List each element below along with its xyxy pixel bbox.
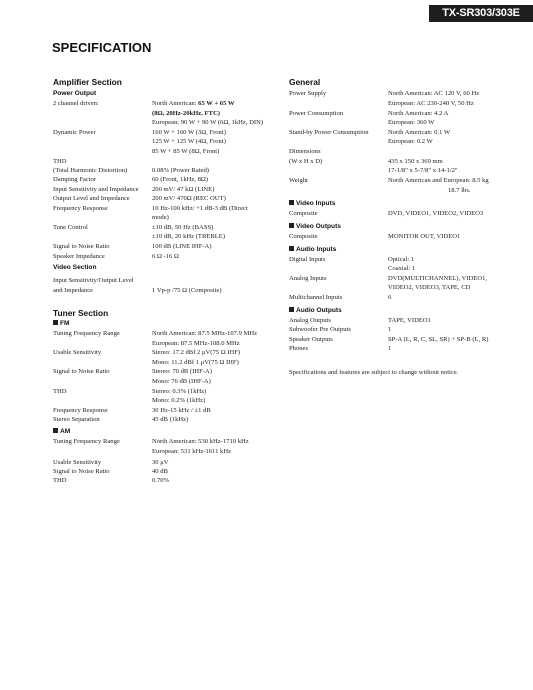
spec-label: Input Sensitivity/Output Level [53,277,134,284]
spec-value: mode) [152,214,169,221]
spec-label: Weight [289,177,308,184]
spec-value: TAPE, VIDEO1 [388,317,431,324]
spec-value: 100 dB (LINE IHF-A) [152,243,212,250]
video-outputs-subheading: Video Outputs [289,223,341,231]
spec-value: 10 Hz-100 kHz/ +1 dB-3 dB (Direct [152,205,248,212]
spec-label: Signal to Noise Ratio [53,368,110,375]
spec-label: Usable Sensitivity [53,459,102,466]
spec-value: North American: 87.5 MHz-107.9 MHz [152,330,258,337]
spec-value: (8Ω, 20Hz-20kHz, FTC) [152,110,220,117]
spec-label: Signal to Noise Ratio [53,243,110,250]
spec-label: Subwoofer Pre Outputs [289,326,351,333]
spec-value: Stereo: 17.2 dBf 2 μV(75 Ω IHF) [152,349,241,356]
spec-value: 30 μV [152,459,169,466]
spec-value: European: 90 W + 90 W (6Ω, 1kHz, DIN) [152,119,264,126]
power-output-subheading: Power Output [53,90,97,97]
spec-label: THD [53,388,67,395]
spec-value: 40 dB [152,468,168,475]
spec-label: Frequency Response [53,407,108,414]
spec-label: Stereo Separation [53,416,100,423]
spec-value: 0.08% (Power Rated) [152,167,209,174]
spec-label: Speaker Outputs [289,336,333,343]
am-subheading: AM [53,428,70,436]
spec-value: North American and European: 8.5 kg [388,177,489,184]
spec-label: Tuning Frequency Range [53,438,120,445]
model-badge: TX-SR303/303E [429,5,533,22]
spec-label: 2 channel driven: [53,100,99,107]
spec-value: DVD(MULTICHANNEL), VIDEO1, [388,275,488,282]
spec-label: Input Sensitivity and Impedance [53,186,139,193]
video-inputs-subheading: Video Inputs [289,200,335,208]
spec-label: Usable Sensitivity [53,349,102,356]
spec-label: Stand-by Power Consumption [289,129,369,136]
spec-label: (Total Harmonic Distortion) [53,167,128,174]
spec-value: Mono: 76 dB (IHF-A) [152,378,211,385]
spec-label: Analog Outputs [289,317,331,324]
spec-label: Output Level and Impedance [53,195,130,202]
spec-label: Dynamic Power [53,129,96,136]
video-section-heading: Video Section [53,264,97,271]
spec-value: European: 87.5 MHz-108.0 MHz [152,340,240,347]
spec-label: Signal to Noise Ratio [53,468,110,475]
spec-value: 30 Hz-15 kHz / ±1 dB [152,407,211,414]
spec-value: 200 mV/ 470Ω (REC OUT) [152,195,226,202]
tuner-section-heading: Tuner Section [53,308,109,318]
page-title: SPECIFICATION [52,40,152,55]
spec-value: Optical: 1 [388,256,415,263]
spec-value: North American: 530 kHz-1710 kHz [152,438,249,445]
spec-value: Mono: 11.2 dBf 1 μV(75 Ω IHF) [152,359,239,366]
disclaimer-note: Specifications and features are subject to change without notice. [289,369,459,376]
audio-outputs-subheading: Audio Outputs [289,307,342,315]
spec-value: DVD, VIDEO1, VIDEO2, VIDEO3 [388,210,484,217]
spec-value: North American: 4.2 A [388,110,449,117]
spec-value: ±10 dB, 50 Hz (BASS) [152,224,214,231]
spec-value: 6 Ω -16 Ω [152,253,179,260]
spec-value: North American: AC 120 V, 60 Hz [388,90,480,97]
spec-value: Coaxial: 1 [388,265,416,272]
spec-value: North American: 0.1 W [388,129,451,136]
spec-value: 125 W + 125 W (4Ω, Front) [152,138,226,145]
spec-value: 17-1/8" x 5-7/8" x 14-1/2" [388,167,458,174]
spec-value: European: 531 kHz-1611 kHz [152,448,232,455]
fm-subheading: FM [53,320,70,328]
spec-label: Frequency Response [53,205,108,212]
spec-value: 60 (Front, 1kHz, 8Ω) [152,176,208,183]
spec-value: 1 [388,345,392,352]
spec-label: and Impedance [53,287,94,294]
audio-inputs-subheading: Audio Inputs [289,246,336,254]
spec-value: North American: 65 W + 65 W [152,100,235,107]
spec-label: THD [53,158,67,165]
spec-label: Dimensions [289,148,321,155]
spec-label: THD [53,477,67,484]
spec-value: European: 0.2 W [388,138,433,145]
spec-value: European: AC 230-240 V, 50 Hz [388,100,474,107]
spec-label: Digital Inputs [289,256,326,263]
spec-label: Power Consumption [289,110,344,117]
spec-label: Power Supply [289,90,327,97]
spec-value: 45 dB (1kHz) [152,416,189,423]
spec-label: Composite [289,233,318,240]
spec-label: Analog Inputs [289,275,327,282]
spec-label: Tuning Frequency Range [53,330,120,337]
spec-value: 18.7 lbs. [448,187,471,194]
spec-value: 0.70% [152,477,170,484]
spec-value: 85 W + 85 W (8Ω, Front) [152,148,220,155]
spec-value: 435 x 150 x 369 mm [388,158,443,165]
spec-value: Mono: 0.2% (1kHz) [152,397,206,404]
spec-label: Composite [289,210,318,217]
general-section-heading: General [289,77,321,87]
spec-value: VIDEO2, VIDEO3, TAPE, CD [388,284,471,291]
spec-value: 1 Vp-p /75 Ω (Composite) [152,287,222,294]
spec-value: Stereo: 70 dB (IHF-A) [152,368,212,375]
spec-value: Stereo: 0.3% (1kHz) [152,388,207,395]
spec-value: SP-A (L, R, C, SL, SR) + SP-B (L, R) [388,336,489,343]
spec-label: (W x H x D) [289,158,323,165]
spec-value: ±10 dB, 20 kHz (TREBLE) [152,233,226,240]
spec-value: 160 W + 160 W (3Ω, Front) [152,129,226,136]
spec-label: Damping Factor [53,176,97,183]
spec-value: 6 [388,294,392,301]
amplifier-section-heading: Amplifier Section [53,77,122,87]
spec-value: European: 360 W [388,119,435,126]
spec-label: Multichannel Inputs [289,294,343,301]
spec-value: 1 [388,326,392,333]
spec-value: MONITOR OUT, VIDEO1 [388,233,461,240]
spec-label: Speaker Impedance [53,253,105,260]
spec-label: Tone Control [53,224,88,231]
spec-label: Phones [289,345,309,352]
spec-value: 200 mV/ 47 kΩ (LINE) [152,186,215,193]
